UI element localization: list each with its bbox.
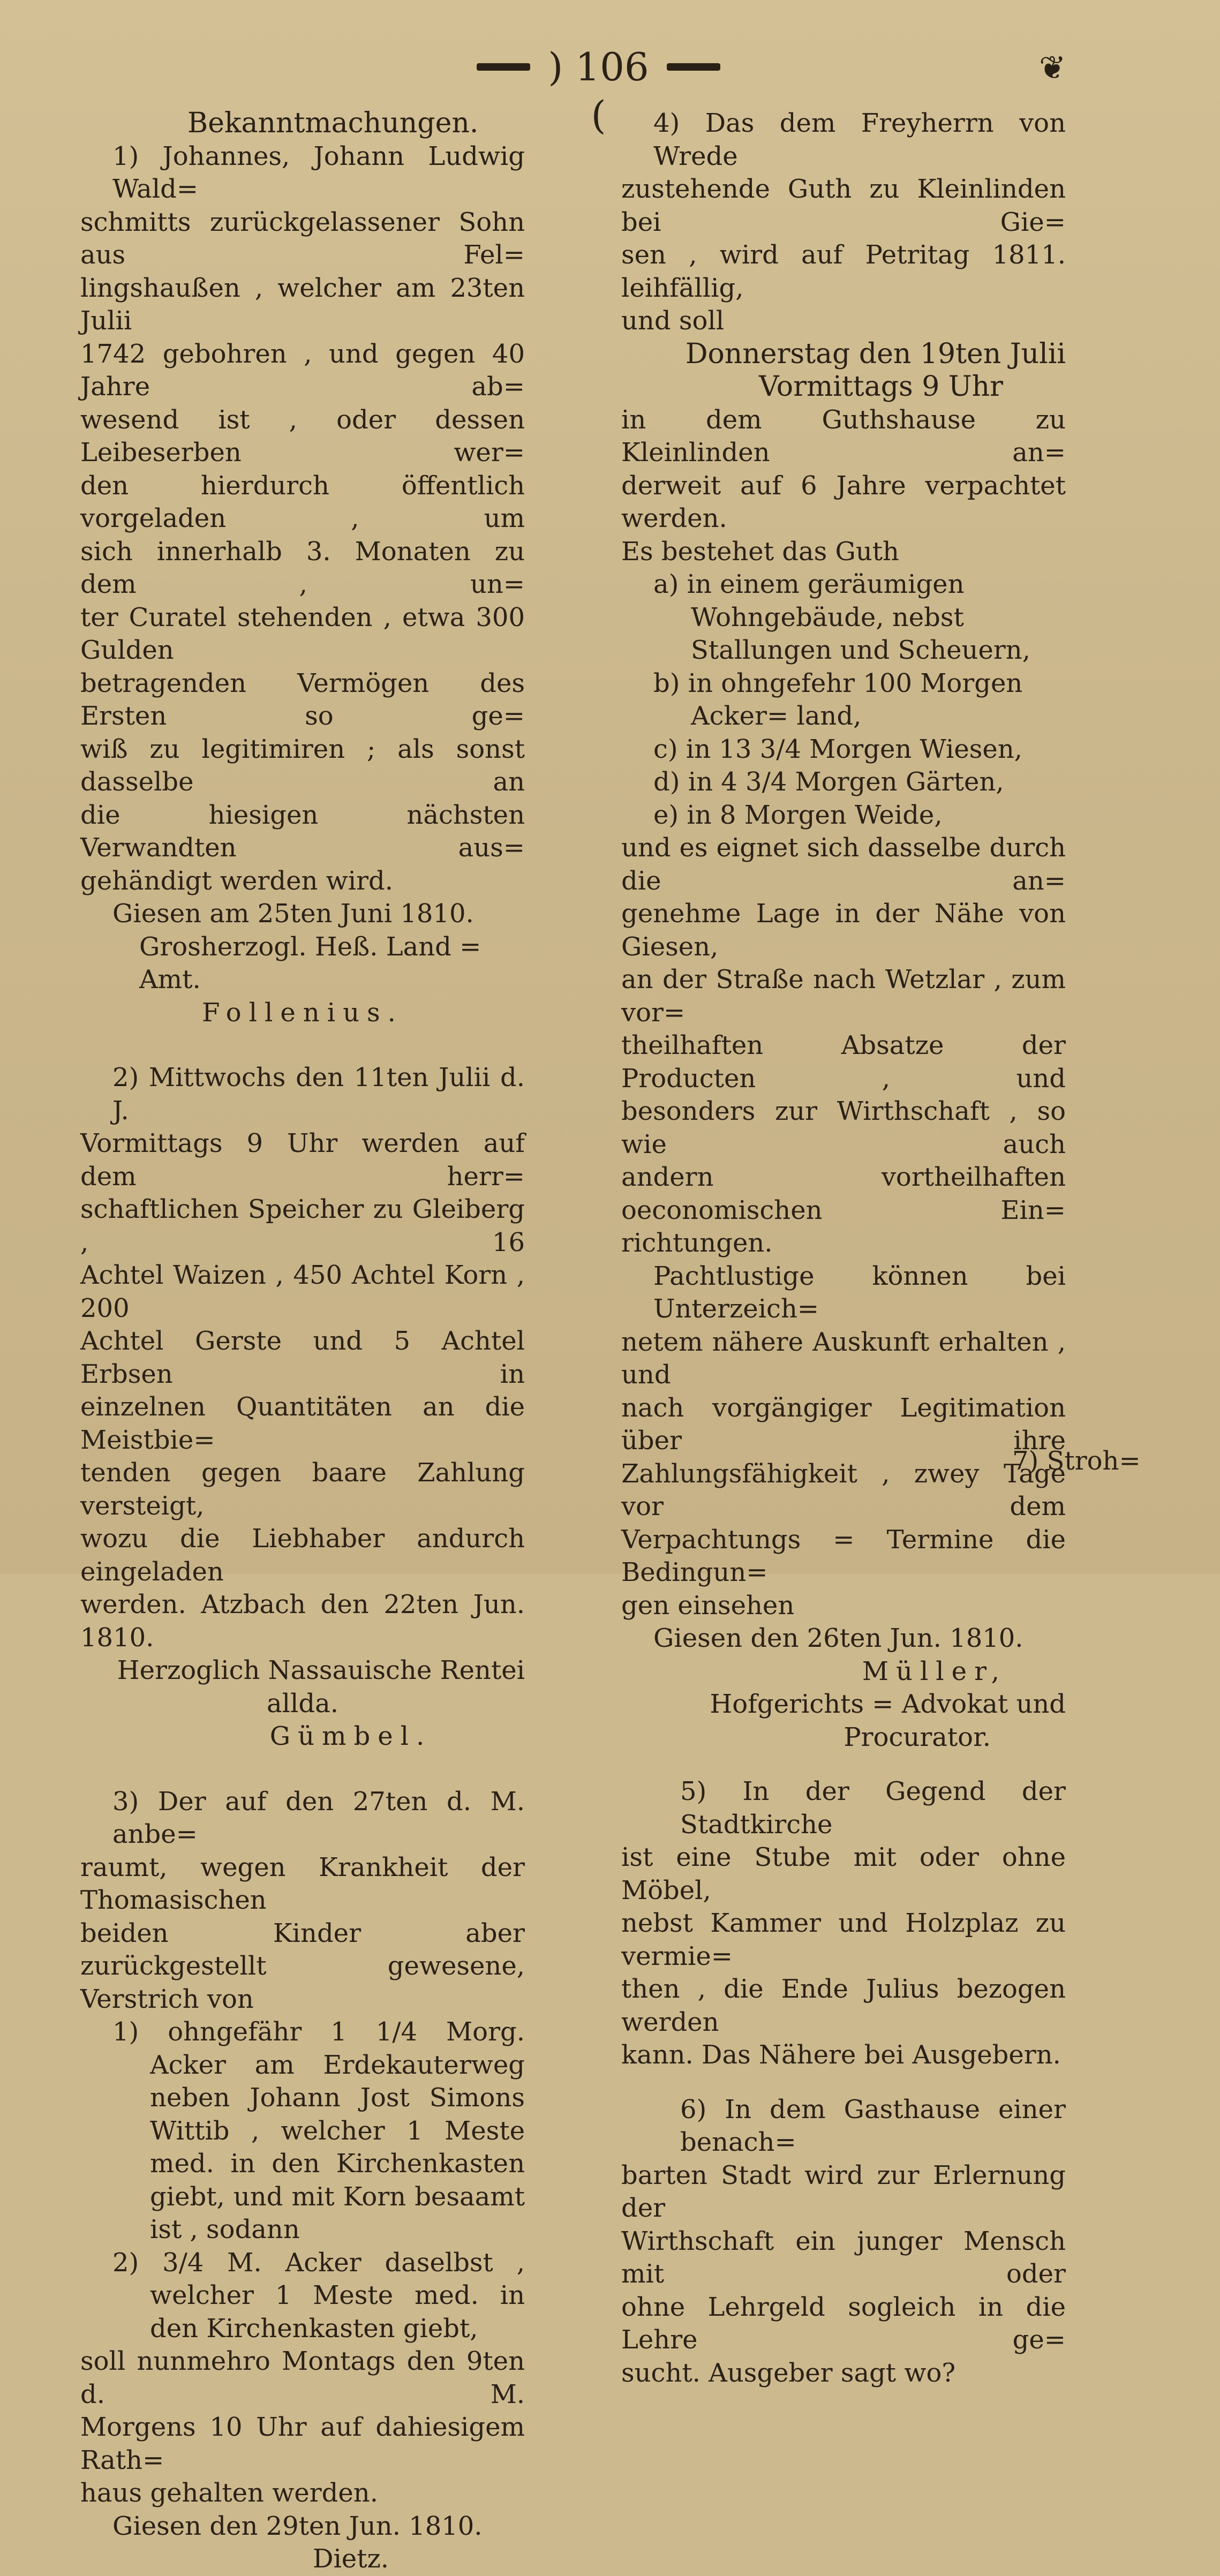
notice-3-line: raumt, wegen Krankheit der Thomasischen (80, 1852, 525, 1915)
notice-4-item: b) in ohngefehr 100 Morgen Acker= land, (653, 668, 1023, 731)
notice-3-date: Giesen den 29ten Jun. 1810. (112, 2511, 483, 2541)
notice-2-office-2: allda. (267, 1688, 338, 1719)
notice-2 (80, 1061, 525, 1753)
notice-1-line: wesend ist , oder dessen Leibeserben wer= (80, 404, 525, 468)
notice-5-line: 5) In der Gegend der Stadtkirche (680, 1776, 1066, 1840)
notice-4-line: in dem Guthshause zu Kleinlinden an= (621, 404, 1066, 468)
left-column (80, 107, 525, 2576)
notice-5-line: kann. Das Nähere bei Ausgebern. (621, 2040, 1061, 2070)
notice-6-line: sucht. Ausgeber sagt wo? (621, 2357, 956, 2388)
notice-4-item: c) in 13 3/4 Morgen Wiesen, (653, 734, 1022, 764)
corner-mark: ❦ (1039, 49, 1066, 87)
notice-4-date-line-2: Vormittags 9 Uhr (759, 371, 1003, 403)
notice-4-line: zustehende Guth zu Kleinlinden bei Gie= (621, 174, 1066, 237)
notice-6-line: 6) In dem Gasthause einer benach= (680, 2094, 1066, 2157)
catchword: 7) Stroh= (1012, 1446, 1141, 1476)
notice-4-line: netem nähere Auskunft erhalten , und (621, 1327, 1066, 1390)
notice-4-title-2: Procurator. (844, 1722, 991, 1752)
notice-4-line: und es eignet sich dasselbe durch die an= (621, 833, 1066, 896)
notice-3-closing: haus gehalten werden. (80, 2478, 378, 2508)
notice-4-line: 4) Das dem Freyherrn von Wrede (653, 108, 1066, 171)
notice-6 (621, 2093, 1066, 2390)
notice-2-last-word: werden. (80, 1590, 186, 1620)
notice-1-line: sich innerhalb 3. Monaten zu dem , un= (80, 536, 525, 599)
section-heading: Bekanntmachungen. (187, 107, 479, 139)
notice-3-line: 3) Der auf den 27ten d. M. anbe= (112, 1786, 525, 1849)
notice-4 (621, 107, 1066, 1754)
notice-4-line: besonders zur Wirthschaft , so wie auch (621, 1096, 1066, 1159)
notice-4-signature: Müller, (862, 1656, 1007, 1686)
notice-6-line: ohne Lehrgeld sogleich in die Lehre ge= (621, 2292, 1066, 2355)
notice-2-date: Atzbach den 22ten Jun. 1810. (80, 1590, 525, 1653)
page-number: ) 106 ( (548, 44, 649, 138)
notice-1-line: 1) Johannes, Johann Ludwig Wald= (112, 141, 525, 204)
notice-2-line: Vormittags 9 Uhr werden auf dem herr= (80, 1128, 525, 1192)
notice-1-signature: Follenius. (202, 997, 403, 1028)
notice-3-closing: soll nunmehro Montags den 9ten d. M. (80, 2346, 525, 2409)
notice-1-line: schmitts zurückgelassener Sohn aus Fel= (80, 207, 525, 270)
notice-5-line: then , die Ende Julius bezogen werden (621, 1974, 1066, 2037)
notice-4-line: genehme Lage in der Nähe von Giesen, (621, 899, 1066, 962)
notice-4-date: Giesen den 26ten Jun. 1810. (653, 1623, 1023, 1653)
right-column (621, 107, 1066, 2390)
notice-2-line: einzelnen Quantitäten an die Meistbie= (80, 1392, 525, 1455)
notice-2-line: wozu die Liebhaber andurch eingeladen (80, 1524, 525, 1587)
notice-2-line: schaftlichen Speicher zu Gleiberg , 16 (80, 1194, 525, 1257)
notice-2-last-line (80, 1588, 525, 1654)
notice-4-line: theilhaften Absatze der Producten , und (621, 1030, 1066, 1094)
notice-1 (80, 140, 525, 1030)
notice-4-line: Pachtlustige können bei Unterzeich= (653, 1261, 1066, 1324)
notice-4-line: nach vorgängiger Legitimation über ihre (621, 1392, 1066, 1456)
notice-4-item: d) in 4 3/4 Morgen Gärten, (653, 767, 1004, 797)
notice-1-line: den hierdurch öffentlich vorgeladen , um (80, 470, 525, 533)
notice-6-line: barten Stadt wird zur Erlernung der (621, 2160, 1066, 2223)
header-rule-right (667, 63, 720, 71)
notice-1-date: Giesen am 25ten Juni 1810. (112, 899, 474, 929)
notice-2-office: Herzoglich Nassauische Rentei (117, 1655, 525, 1685)
notice-5-line: nebst Kammer und Holzplaz zu vermie= (621, 1908, 1066, 1971)
notice-4-line: richtungen. (621, 1228, 773, 1258)
notice-1-line: lingshaußen , welcher am 23ten Julii (80, 273, 525, 336)
notice-2-signature: Gümbel. (269, 1721, 432, 1751)
notice-1-line: wiß zu legitimiren ; als sonst dasselbe an (80, 734, 525, 797)
notice-1-office: Grosherzogl. Heß. Land = Amt. (139, 931, 481, 995)
notice-3-signature: Dietz. (312, 2544, 389, 2574)
notice-4-line: und soll (621, 306, 725, 336)
notice-4-item: e) in 8 Morgen Weide, (653, 800, 943, 830)
notice-4-line: andern vortheilhaften oeconomischen Ein= (621, 1162, 1066, 1225)
notice-4-item: a) in einem geräumigen Wohngebäude, nebst Stallungen und Scheuern, (653, 569, 1030, 665)
notice-5 (621, 1775, 1066, 2072)
notice-4-line: Verpachtungs = Termine die Bedingun= (621, 1524, 1066, 1587)
notice-2-line: 2) Mittwochs den 11ten Julii d. J. (112, 1063, 525, 1126)
notice-4-line: Es bestehet das Guth (621, 536, 899, 567)
notice-3-item: 2) 3/4 M. Acker daselbst , welcher 1 Meste med. in den Kirchenkasten giebt, (112, 2247, 525, 2344)
notice-4-line: derweit auf 6 Jahre verpachtet werden. (621, 470, 1066, 533)
notice-5-line: ist eine Stube mit oder ohne Möbel, (621, 1842, 1066, 1905)
notice-2-line: tenden gegen baare Zahlung versteigt, (80, 1458, 525, 1521)
notice-1-line: betragenden Vermögen des Ersten so ge= (80, 668, 525, 731)
notice-4-title-1: Hofgerichts = Advokat und (710, 1689, 1066, 1719)
notice-4-date-line-1: Donnerstag den 19ten Julii (685, 337, 1066, 370)
notice-3-closing: Morgens 10 Uhr auf dahiesigem Rath= (80, 2412, 525, 2475)
notice-3-line: Verstrich von (80, 1984, 254, 2014)
notice-4-line: gen einsehen (621, 1590, 795, 1621)
notice-1-line: 1742 gebohren , und gegen 40 Jahre ab= (80, 338, 525, 402)
header-rule-left (477, 63, 530, 71)
notice-6-line: Wirthschaft ein junger Mensch mit oder (621, 2226, 1066, 2289)
notice-2-line: Achtel Waizen , 450 Achtel Korn , 200 (80, 1260, 525, 1323)
notice-1-line: die hiesigen nächsten Verwandten aus= (80, 800, 525, 863)
notice-3-item: 1) ohngefähr 1 1/4 Morg. Acker am Erdekauterweg neben Johann Jost Simons Wittib , welcher 1 Meste med. in den Kirchenkasten giebt, und mit Korn besaamt ist , sodann (112, 2017, 525, 2244)
notice-4-line: an der Straße nach Wetzlar , zum vor= (621, 965, 1066, 1028)
notice-3-line: beiden Kinder aber zurückgestellt gewesene, (80, 1918, 525, 1981)
notice-1-line: ter Curatel stehenden , etwa 300 Gulden (80, 602, 525, 665)
notice-3 (80, 1786, 525, 2576)
notice-4-line: sen , wird auf Petritag 1811. leihfällig, (621, 240, 1066, 303)
notice-2-line: Achtel Gerste und 5 Achtel Erbsen in (80, 1326, 525, 1389)
notice-1-line: gehändigt werden wird. (80, 865, 394, 896)
notice-4-line: Zahlungsfähigkeit , zwey Tage vor dem (621, 1458, 1066, 1522)
